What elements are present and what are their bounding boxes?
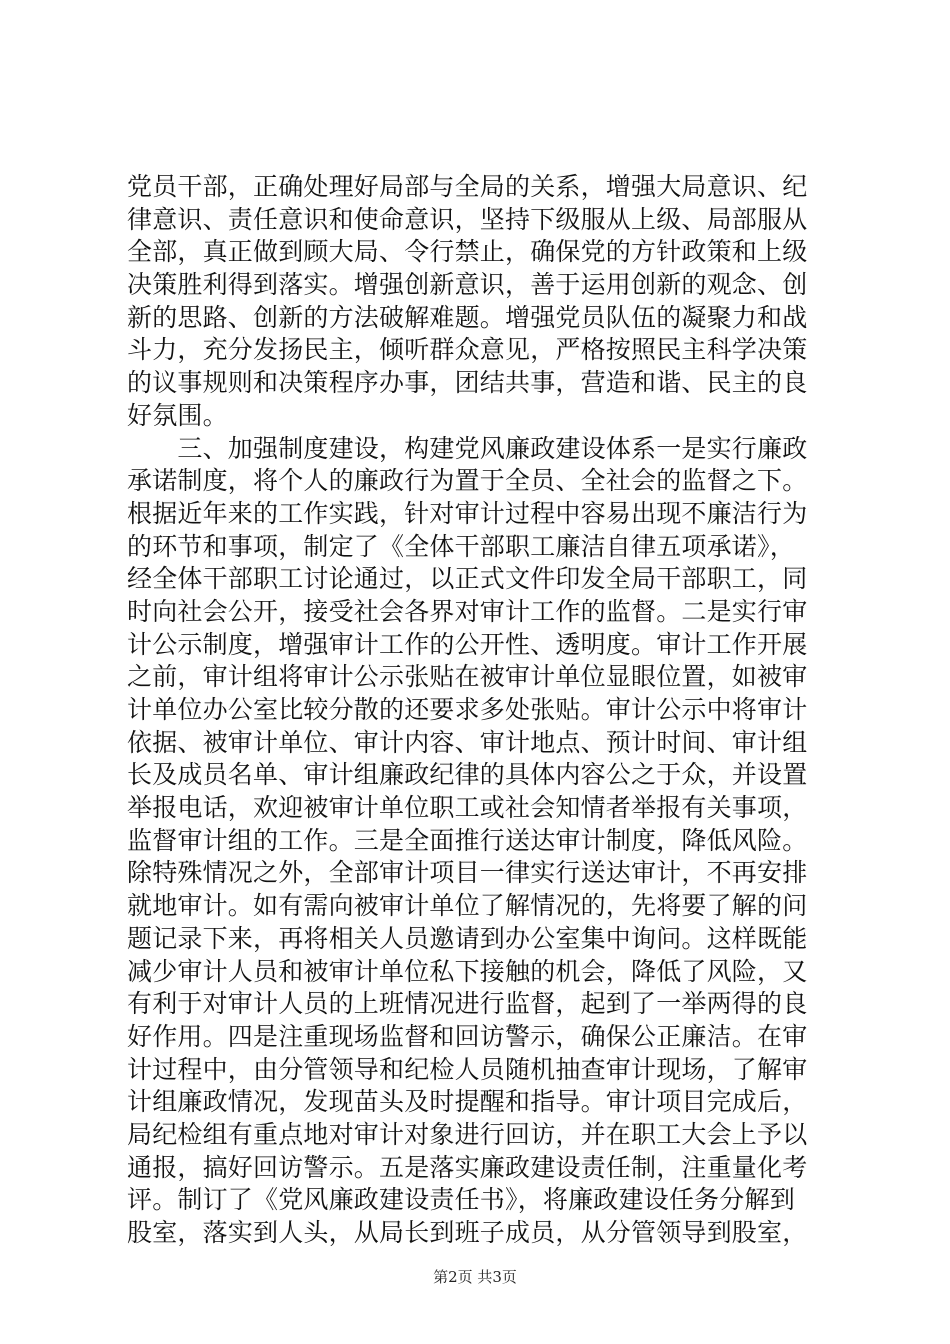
body-text <box>127 171 832 1250</box>
text-line: 依据、被审计单位、审计内容、审计地点、预计时间、审计组 <box>127 727 808 757</box>
text-line: 监督审计组的工作。三是全面推行送达审计制度，降低风险。 <box>127 825 808 855</box>
text-line: 全部，真正做到顾大局、令行禁止，确保党的方针政策和上级 <box>127 237 808 267</box>
text-line: 的议事规则和决策程序办事，团结共事，营造和谐、民主的良 <box>127 368 808 398</box>
text-line: 有利于对审计人员的上班情况进行监督，起到了一举两得的良 <box>127 989 808 1019</box>
text-line: 计组廉政情况，发现苗头及时提醒和指导。审计项目完成后， <box>127 1087 808 1117</box>
text-line: 律意识、责任意识和使命意识，坚持下级服从上级、局部服从 <box>127 204 808 234</box>
text-line: 举报电话，欢迎被审计单位职工或社会知情者举报有关事项， <box>127 793 808 823</box>
page-footer: 第2页 共3页 <box>433 1268 517 1286</box>
text-line: 股室，落实到人头，从局长到班子成员，从分管领导到股室， <box>127 1218 808 1247</box>
text-line: 局纪检组有重点地对审计对象进行回访，并在职工大会上予以 <box>127 1119 808 1149</box>
text-line: 三、加强制度建设，构建党风廉政建设体系一是实行廉政 <box>127 433 808 463</box>
text-line: 经全体干部职工讨论通过，以正式文件印发全局干部职工，同 <box>127 564 808 594</box>
text-line: 题记录下来，再将相关人员邀请到办公室集中询问。这样既能 <box>127 923 808 953</box>
text-line: 好作用。四是注重现场监督和回访警示，确保公正廉洁。在审 <box>127 1021 808 1051</box>
text-line: 计过程中，由分管领导和纪检人员随机抽查审计现场，了解审 <box>127 1054 808 1084</box>
text-line: 党员干部，正确处理好局部与全局的关系，增强大局意识、纪 <box>127 172 808 201</box>
text-line: 时向社会公开，接受社会各界对审计工作的监督。二是实行审 <box>127 596 808 626</box>
text-line: 就地审计。如有需向被审计单位了解情况的，先将要了解的问 <box>127 891 808 921</box>
text-line: 长及成员名单、审计组廉政纪律的具体内容公之于众，并设置 <box>127 760 808 790</box>
text-line: 承诺制度，将个人的廉政行为置于全员、全社会的监督之下。 <box>127 466 808 496</box>
text-line: 决策胜利得到落实。增强创新意识，善于运用创新的观念、创 <box>127 270 808 300</box>
text-line: 新的思路、创新的方法破解难题。增强党员队伍的凝聚力和战 <box>127 302 808 332</box>
text-line: 减少审计人员和被审计单位私下接触的机会，降低了风险，又 <box>127 956 808 986</box>
text-line: 好氛围。 <box>127 400 228 430</box>
text-line: 计单位办公室比较分散的还要求多处张贴。审计公示中将审计 <box>127 695 808 724</box>
text-line: 评。制订了《党风廉政建设责任书》，将廉政建设任务分解到 <box>127 1185 795 1215</box>
text-line: 除特殊情况之外，全部审计项目一律实行送达审计，不再安排 <box>127 858 808 888</box>
text-line: 的环节和事项，制定了《全体干部职工廉洁自律五项承诺》， <box>127 531 795 561</box>
text-line: 计公示制度，增强审计工作的公开性、透明度。审计工作开展 <box>127 629 808 659</box>
text-line: 之前，审计组将审计公示张贴在被审计单位显眼位置，如被审 <box>127 662 808 692</box>
text-line: 斗力，充分发扬民主，倾听群众意见，严格按照民主科学决策 <box>127 335 808 365</box>
text-line: 通报，搞好回访警示。五是落实廉政建设责任制，注重量化考 <box>127 1152 808 1182</box>
text-line: 根据近年来的工作实践，针对审计过程中容易出现不廉洁行为 <box>127 498 808 528</box>
